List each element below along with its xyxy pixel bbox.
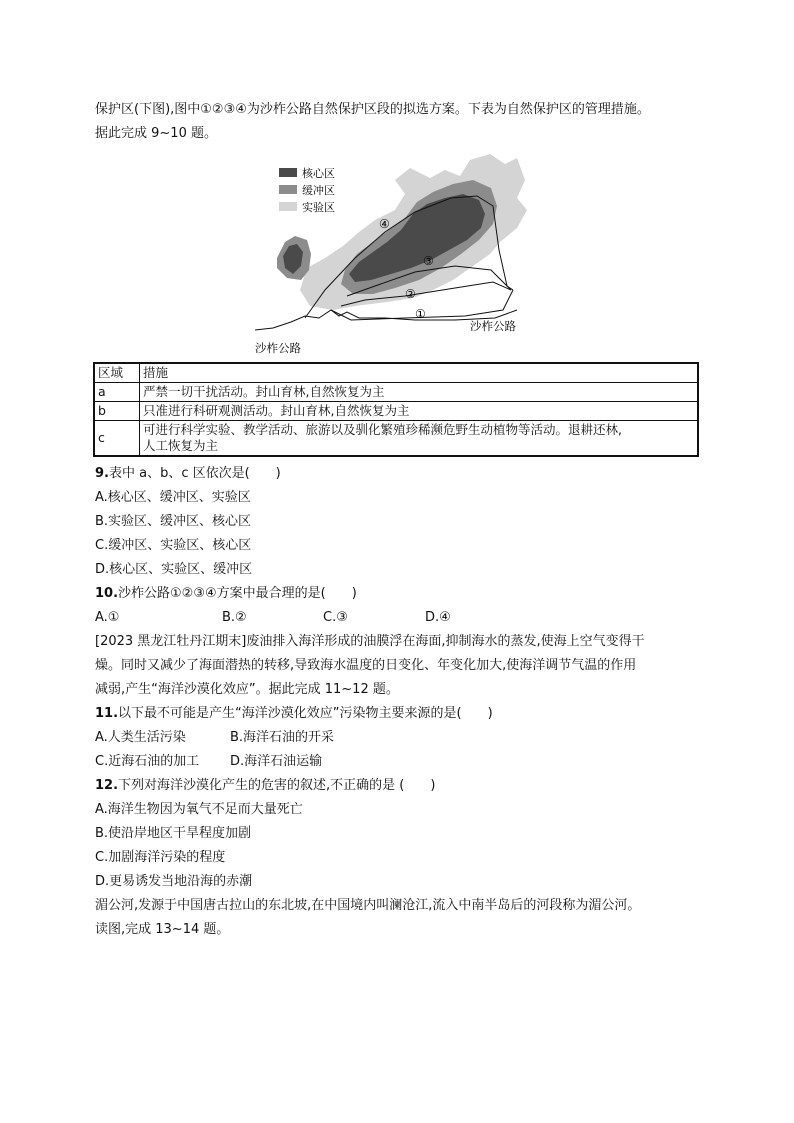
passage-2-line-3: 减弱,产生“海洋沙漠化效应”。据此完成 11~12 题。 bbox=[95, 682, 399, 697]
management-measures-table bbox=[93, 362, 699, 457]
option: D.海洋石油运输 bbox=[230, 754, 323, 769]
option: A.人类生活污染 bbox=[95, 730, 186, 745]
measure-cell: 严禁一切干扰活动。封山育林,自然恢复为主 bbox=[140, 383, 699, 402]
legend-label-experimental: 实验区 bbox=[302, 201, 335, 214]
option: C.加剧海洋污染的程度 bbox=[95, 850, 226, 865]
legend-swatch-core bbox=[279, 168, 297, 177]
option: C.近海石油的加工 bbox=[95, 754, 200, 769]
passage-2-line-2: 燥。同时又减少了海面潜热的转移,导致海水温度的日变化、年变化加大,使海洋调节气温的作用 bbox=[95, 658, 637, 673]
passage-3-line-2: 读图,完成 13~14 题。 bbox=[95, 922, 230, 937]
question-stem: 沙柞公路①②③④方案中最合理的是( ) bbox=[118, 586, 357, 601]
road-label-right: 沙柞公路 bbox=[470, 319, 516, 333]
legend-label-core: 核心区 bbox=[302, 167, 335, 180]
option: B.② bbox=[222, 610, 247, 625]
zone-cell: c bbox=[94, 421, 140, 457]
question-9 bbox=[95, 465, 281, 483]
question-11 bbox=[95, 705, 493, 723]
table-header-row bbox=[94, 363, 698, 383]
intro-line-1: 保护区(下图),图中①②③④为沙柞公路自然保护区段的拟选方案。下表为自然保护区的管理措施。 bbox=[95, 102, 650, 117]
legend-label-buffer: 缓冲区 bbox=[302, 184, 335, 197]
zone-cell: a bbox=[94, 383, 140, 402]
road-label-left: 沙柞公路 bbox=[255, 341, 301, 355]
intro-line-2: 据此完成 9~10 题。 bbox=[95, 126, 217, 141]
route-label-2: ② bbox=[405, 287, 416, 301]
measure-line: 人工恢复为主 bbox=[143, 438, 219, 453]
header-measures: 措施 bbox=[140, 363, 699, 383]
option: D.④ bbox=[425, 610, 451, 625]
route-label-4: ④ bbox=[379, 217, 390, 231]
table-row bbox=[94, 383, 698, 402]
option: C.缓冲区、实验区、核心区 bbox=[95, 538, 252, 553]
question-10 bbox=[95, 585, 357, 603]
option: A.核心区、缓冲区、实验区 bbox=[95, 490, 251, 505]
legend-swatch-experimental bbox=[279, 202, 297, 211]
question-stem: 以下最不可能是产生“海洋沙漠化效应”污染物主要来源的是( ) bbox=[118, 706, 493, 721]
question-number: 12. bbox=[95, 778, 119, 793]
nature-reserve-map bbox=[255, 150, 545, 358]
options-row bbox=[95, 609, 451, 627]
header-zone: 区域 bbox=[94, 363, 140, 383]
route-label-3: ③ bbox=[423, 254, 434, 268]
option: B.实验区、缓冲区、核心区 bbox=[95, 514, 252, 529]
passage-2-line-1: [2023 黑龙江牡丹江期末]废油排入海洋形成的油膜浮在海面,抑制海水的蒸发,使海上空气变得干 bbox=[95, 634, 645, 649]
option: D.核心区、实验区、缓冲区 bbox=[95, 562, 253, 577]
option: C.③ bbox=[323, 610, 348, 625]
zone-cell: b bbox=[94, 402, 140, 421]
question-stem: 表中 a、b、c 区依次是( ) bbox=[108, 466, 281, 481]
option: A.① bbox=[95, 610, 120, 625]
legend-swatch-buffer bbox=[279, 185, 297, 194]
question-number: 10. bbox=[95, 586, 119, 601]
measure-line: 可进行科学实验、教学活动、旅游以及驯化繁殖珍稀濒危野生动植物等活动。退耕还林, bbox=[143, 422, 622, 437]
question-number: 11. bbox=[95, 706, 119, 721]
measure-cell: 只准进行科研观测活动。封山育林,自然恢复为主 bbox=[140, 402, 699, 421]
question-12 bbox=[95, 777, 435, 795]
option: D.更易诱发当地沿海的赤潮 bbox=[95, 874, 253, 889]
table-row bbox=[94, 421, 698, 457]
question-stem: 下列对海洋沙漠化产生的危害的叙述,不正确的是 ( ) bbox=[118, 778, 436, 793]
option: B.使沿岸地区干旱程度加剧 bbox=[95, 826, 252, 841]
route-label-1: ① bbox=[415, 307, 426, 321]
options-row bbox=[95, 729, 334, 747]
measure-cell bbox=[140, 421, 699, 457]
passage-3-line-1: 湄公河,发源于中国唐古拉山的东北坡,在中国境内叫澜沧江,流入中南半岛后的河段称为湄公河。 bbox=[95, 898, 641, 913]
options-row bbox=[95, 753, 322, 771]
table-row bbox=[94, 402, 698, 421]
question-number: 9. bbox=[95, 466, 109, 481]
option: B.海洋石油的开采 bbox=[230, 730, 335, 745]
option: A.海洋生物因为氧气不足而大量死亡 bbox=[95, 802, 303, 817]
